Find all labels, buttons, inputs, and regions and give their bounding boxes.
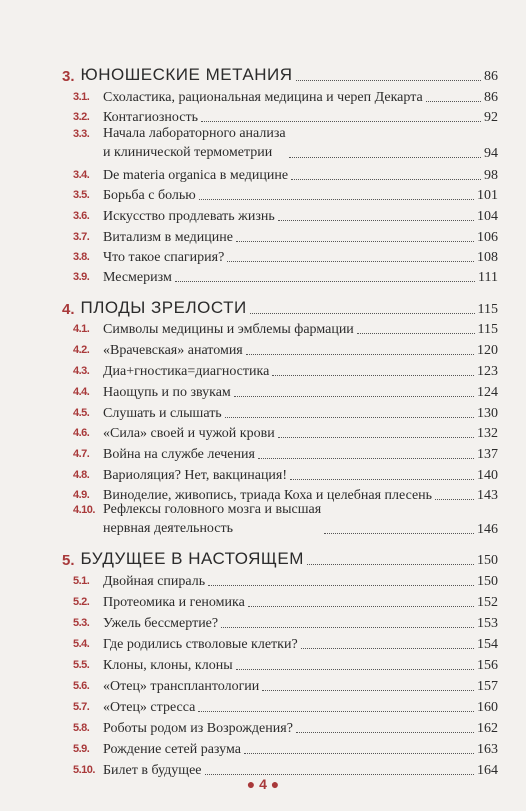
entry-number: 5.9.	[73, 743, 90, 755]
entry-title: Диа+гностика=диагностика	[103, 364, 270, 379]
folio-ornament-right: ●	[270, 776, 280, 792]
entry-number: 4.1.	[73, 323, 90, 335]
entry-title: Протеомика и геномика	[103, 595, 245, 610]
leader-dots	[258, 458, 474, 459]
leader-dots	[205, 774, 475, 775]
entry-page: 157	[477, 679, 498, 694]
toc-entry	[73, 402, 498, 422]
toc-entry	[73, 464, 498, 484]
toc-entry	[73, 164, 498, 184]
chapter-heading	[62, 61, 498, 85]
entry-number: 5.1.	[73, 575, 90, 587]
leader-dots	[426, 101, 481, 102]
entry-title-line: Начала лабораторного анализа	[103, 126, 286, 141]
leader-dots	[357, 333, 475, 334]
entry-page: 137	[477, 447, 498, 462]
entry-number: 5.3.	[73, 617, 90, 629]
toc-entry	[73, 266, 498, 286]
leader-dots	[296, 80, 481, 81]
entry-title: Виноделие, живопись, триада Коха и целебная плесень	[103, 488, 433, 503]
toc-entry	[73, 184, 498, 204]
entry-number: 5.8.	[73, 722, 90, 734]
leader-dots	[296, 732, 474, 733]
leader-dots	[175, 281, 475, 282]
chapter-title: БУДУЩЕЕ В НАСТОЯЩЕМ	[80, 549, 304, 568]
entry-title: Война на службе лечения	[103, 447, 255, 462]
entry-page: 164	[477, 763, 498, 778]
entry-page: 92	[484, 110, 498, 125]
folio-ornament-left: ●	[246, 776, 256, 792]
leader-dots	[324, 533, 474, 534]
chapter-title: ЮНОШЕСКИЕ МЕТАНИЯ	[80, 65, 293, 84]
entry-title: Наощупь и по звукам	[103, 385, 231, 400]
leader-dots	[291, 179, 481, 180]
entry-page: 132	[477, 426, 498, 441]
entry-title: Рождение сетей разума	[103, 742, 241, 757]
toc-entry	[73, 570, 498, 590]
entry-page: 143	[477, 488, 498, 503]
leader-dots	[289, 157, 481, 158]
leader-dots	[198, 711, 474, 712]
toc-entry	[73, 612, 498, 632]
toc-entry	[73, 633, 498, 653]
entry-page: 150	[477, 574, 498, 589]
entry-title: Ужель бессмертие?	[103, 616, 219, 631]
chapter-page: 86	[484, 69, 498, 84]
entry-number: 5.10.	[73, 764, 95, 776]
entry-number: 4.5.	[73, 407, 90, 419]
leader-dots	[199, 199, 474, 200]
toc-entry	[73, 86, 498, 106]
entry-number: 4.4.	[73, 386, 90, 398]
entry-page: 124	[477, 385, 498, 400]
entry-title: Роботы родом из Возрождения?	[103, 721, 293, 736]
leader-dots	[201, 121, 481, 122]
leader-dots	[236, 669, 474, 670]
entry-page: 86	[484, 90, 498, 105]
toc-entry	[73, 246, 498, 266]
entry-number: 4.7.	[73, 448, 90, 460]
entry-title: «Отец» трансплантологии	[103, 679, 260, 694]
toc-entry	[73, 696, 498, 716]
page-number	[0, 776, 526, 792]
leader-dots	[208, 585, 474, 586]
entry-title: Что такое спагирия?	[103, 250, 225, 265]
entry-number: 5.6.	[73, 680, 90, 692]
toc-entry	[73, 205, 498, 225]
entry-number: 5.5.	[73, 659, 90, 671]
toc-entry	[73, 717, 498, 737]
entry-number: 5.7.	[73, 701, 90, 713]
entry-title-line: и клинической термометрии	[103, 145, 273, 160]
leader-dots	[227, 261, 474, 262]
chapter-page: 115	[477, 302, 498, 317]
entry-title: De materia organica в медицине	[103, 168, 289, 183]
entry-number: 4.9.	[73, 489, 90, 501]
toc-entry	[73, 738, 498, 758]
entry-title: «Отец» стресса	[103, 700, 196, 715]
entry-number: 5.4.	[73, 638, 90, 650]
chapter-heading	[62, 294, 498, 318]
entry-title: Вариоляция? Нет, вакцинация!	[103, 468, 288, 483]
toc-entry	[73, 106, 498, 126]
entry-page: 111	[478, 270, 498, 285]
leader-dots	[272, 375, 474, 376]
toc-entry	[73, 443, 498, 463]
entry-title: Слушать и слышать	[103, 406, 222, 421]
leader-dots	[221, 627, 474, 628]
leader-dots	[250, 313, 475, 314]
entry-title: «Сила» своей и чужой крови	[103, 426, 275, 441]
entry-number: 4.2.	[73, 344, 90, 356]
entry-title: «Врачевская» анатомия	[103, 343, 243, 358]
leader-dots	[246, 354, 474, 355]
entry-title: Витализм в медицине	[103, 230, 233, 245]
entry-number: 4.8.	[73, 469, 90, 481]
toc-entry	[73, 500, 498, 538]
entry-page: 152	[477, 595, 498, 610]
toc-entry	[73, 226, 498, 246]
toc-entry	[73, 591, 498, 611]
chapter-number: 5.	[62, 552, 75, 569]
entry-number: 3.9.	[73, 271, 90, 283]
entry-page: 120	[477, 343, 498, 358]
entry-number: 4.6.	[73, 427, 90, 439]
entry-number: 4.10.	[73, 504, 95, 516]
entry-number: 3.1.	[73, 91, 90, 103]
entry-title	[103, 500, 321, 538]
chapter-number: 3.	[62, 68, 75, 85]
entry-page: 162	[477, 721, 498, 736]
entry-title: Схоластика, рациональная медицина и череп Декарта	[103, 90, 423, 105]
entry-number: 3.2.	[73, 111, 90, 123]
toc-entry	[73, 381, 498, 401]
entry-title: Контагиозность	[103, 110, 198, 125]
leader-dots	[234, 396, 474, 397]
entry-number: 4.3.	[73, 365, 90, 377]
chapter-page: 150	[477, 553, 498, 568]
entry-title: Символы медицины и эмблемы фармации	[103, 322, 354, 337]
toc-entry	[73, 654, 498, 674]
chapter-heading	[62, 545, 498, 569]
entry-page: 106	[477, 230, 498, 245]
entry-page: 101	[477, 188, 498, 203]
leader-dots	[278, 220, 474, 221]
entry-page: 140	[477, 468, 498, 483]
entry-number: 3.5.	[73, 189, 90, 201]
leader-dots	[262, 690, 474, 691]
leader-dots	[248, 606, 474, 607]
entry-title: Двойная спираль	[103, 574, 206, 589]
entry-number: 3.4.	[73, 169, 90, 181]
chapter-title: ПЛОДЫ ЗРЕЛОСТИ	[80, 298, 247, 317]
leader-dots	[278, 437, 474, 438]
toc-entry	[73, 675, 498, 695]
chapter-number: 4.	[62, 301, 75, 318]
toc-entry	[73, 422, 498, 442]
entry-title: Месмеризм	[103, 270, 172, 285]
leader-dots	[225, 417, 474, 418]
entry-page: 154	[477, 637, 498, 652]
leader-dots	[307, 564, 474, 565]
entry-page: 156	[477, 658, 498, 673]
toc-entry	[73, 339, 498, 359]
entry-title	[103, 124, 286, 162]
entry-number: 5.2.	[73, 596, 90, 608]
toc-entry	[73, 360, 498, 380]
entry-title: Клоны, клоны, клоны	[103, 658, 233, 673]
entry-page: 130	[477, 406, 498, 421]
entry-page: 108	[477, 250, 498, 265]
entry-title: Искусство продлевать жизнь	[103, 209, 275, 224]
entry-number: 3.3.	[73, 128, 90, 140]
entry-page: 123	[477, 364, 498, 379]
entry-number: 3.8.	[73, 251, 90, 263]
entry-page: 163	[477, 742, 498, 757]
entry-page: 146	[477, 522, 498, 537]
entry-number: 3.6.	[73, 210, 90, 222]
toc-entry	[73, 318, 498, 338]
entry-title: Где родились стволовые клетки?	[103, 637, 298, 652]
entry-page: 153	[477, 616, 498, 631]
leader-dots	[236, 241, 474, 242]
entry-page: 104	[477, 209, 498, 224]
entry-number: 3.7.	[73, 231, 90, 243]
entry-page: 115	[477, 322, 498, 337]
entry-title-line: нервная деятельность	[103, 521, 233, 536]
entry-page: 98	[484, 168, 498, 183]
entry-page: 160	[477, 700, 498, 715]
entry-title-line: Рефлексы головного мозга и высшая	[103, 502, 322, 517]
folio-number: 4	[259, 776, 267, 792]
entry-title: Билет в будущее	[103, 763, 202, 778]
leader-dots	[301, 648, 474, 649]
leader-dots	[244, 753, 474, 754]
leader-dots	[290, 479, 474, 480]
entry-page: 94	[484, 146, 498, 161]
toc-entry	[73, 124, 498, 162]
entry-title: Борьба с болью	[103, 188, 196, 203]
